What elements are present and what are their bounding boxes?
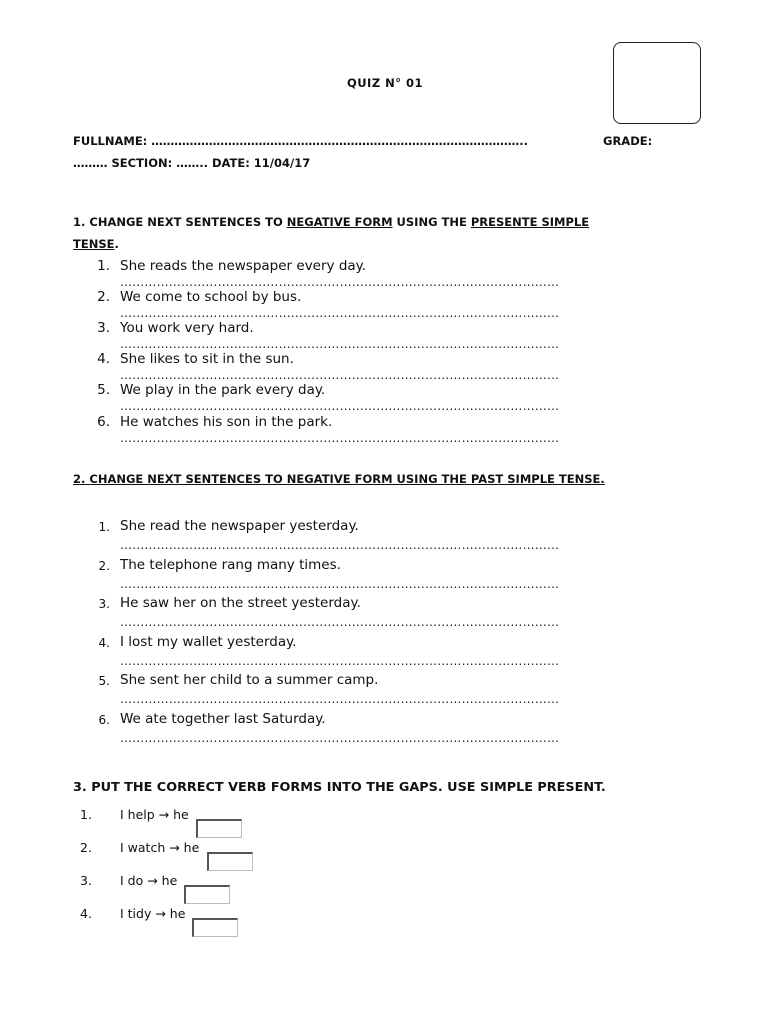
- answer-line[interactable]: ………………………………………………………………………………………………: [120, 538, 560, 552]
- section3-heading: 3. PUT THE CORRECT VERB FORMS INTO THE GAPS. USE SIMPLE PRESENT.: [73, 780, 606, 795]
- item-sentence: She sent her child to a summer camp.: [120, 672, 379, 688]
- item-number: 1.: [97, 258, 110, 274]
- verb-prompt: I watch → he: [120, 840, 200, 855]
- section1-period: .: [114, 237, 119, 251]
- answer-line[interactable]: ………………………………………………………………………………………………: [120, 368, 560, 382]
- section1-tense-b: TENSE: [73, 237, 115, 251]
- verb-gap-input[interactable]: [184, 885, 230, 904]
- section1-text-a: CHANGE NEXT SENTENCES TO: [89, 215, 283, 229]
- answer-line[interactable]: ………………………………………………………………………………………………: [120, 275, 560, 289]
- section1-text-b: USING THE: [396, 215, 467, 229]
- verb-gap-input[interactable]: [192, 918, 238, 937]
- item-sentence: She likes to sit in the sun.: [120, 351, 294, 367]
- answer-line[interactable]: ………………………………………………………………………………………………: [120, 577, 560, 591]
- item-sentence: He saw her on the street yesterday.: [120, 595, 361, 611]
- answer-line[interactable]: ………………………………………………………………………………………………: [120, 306, 560, 320]
- section2-period: .: [600, 472, 605, 486]
- section1-heading-cont: [73, 237, 119, 251]
- answer-line[interactable]: ………………………………………………………………………………………………: [120, 431, 560, 445]
- section-date-line: ……… SECTION: …….. DATE: 11/04/17: [73, 156, 311, 170]
- verb-prompt: I help → he: [120, 807, 189, 822]
- section2-number: 2.: [73, 472, 86, 486]
- item-number: 4.: [97, 351, 110, 367]
- verb-gap-input[interactable]: [207, 852, 253, 871]
- item-sentence: She reads the newspaper every day.: [120, 258, 367, 274]
- page-title: QUIZ N° 01: [346, 76, 424, 90]
- answer-line[interactable]: ………………………………………………………………………………………………: [120, 615, 560, 629]
- item-sentence: The telephone rang many times.: [120, 557, 341, 573]
- item-number: 6.: [98, 713, 110, 727]
- answer-line[interactable]: ………………………………………………………………………………………………: [120, 692, 560, 706]
- item-number: 2.: [98, 559, 110, 573]
- item-number: 4.: [80, 906, 92, 921]
- item-number: 2.: [80, 840, 92, 855]
- item-sentence: We ate together last Saturday.: [120, 711, 326, 727]
- section1-heading: [73, 215, 589, 229]
- section2-heading: [73, 472, 631, 486]
- item-number: 3.: [97, 320, 110, 336]
- item-number: 2.: [97, 289, 110, 305]
- section1-tense-a: PRESENTE SIMPLE: [470, 215, 590, 229]
- fullname-line: FULLNAME: ……………………………………………………………………………………..: [73, 134, 529, 148]
- item-sentence: We play in the park every day.: [120, 382, 326, 398]
- grade-label: GRADE:: [603, 134, 653, 148]
- answer-line[interactable]: ………………………………………………………………………………………………: [120, 337, 560, 351]
- item-sentence: He watches his son in the park.: [120, 414, 333, 430]
- verb-prompt: I do → he: [120, 873, 178, 888]
- item-sentence: I lost my wallet yesterday.: [120, 634, 297, 650]
- verb-prompt: I tidy → he: [120, 906, 186, 921]
- section2-tense: PAST SIMPLE TENSE: [470, 472, 601, 486]
- section1-negative-form: NEGATIVE FORM: [286, 215, 393, 229]
- verb-gap-input[interactable]: [196, 819, 242, 838]
- item-number: 3.: [80, 873, 92, 888]
- item-number: 3.: [98, 597, 110, 611]
- item-sentence: You work very hard.: [120, 320, 254, 336]
- item-number: 5.: [98, 674, 110, 688]
- answer-line[interactable]: ………………………………………………………………………………………………: [120, 399, 560, 413]
- item-number: 1.: [80, 807, 92, 822]
- item-number: 4.: [98, 636, 110, 650]
- section2-text-b: USING THE: [396, 472, 467, 486]
- item-sentence: We come to school by bus.: [120, 289, 302, 305]
- section1-number: 1.: [73, 215, 86, 229]
- section2-text-a: CHANGE NEXT SENTENCES TO: [89, 472, 283, 486]
- section2-negative-form: NEGATIVE FORM: [286, 472, 393, 486]
- answer-line[interactable]: ………………………………………………………………………………………………: [120, 731, 560, 745]
- item-number: 5.: [97, 382, 110, 398]
- item-number: 6.: [97, 414, 110, 430]
- item-number: 1.: [98, 520, 110, 534]
- answer-line[interactable]: ………………………………………………………………………………………………: [120, 654, 560, 668]
- item-sentence: She read the newspaper yesterday.: [120, 518, 359, 534]
